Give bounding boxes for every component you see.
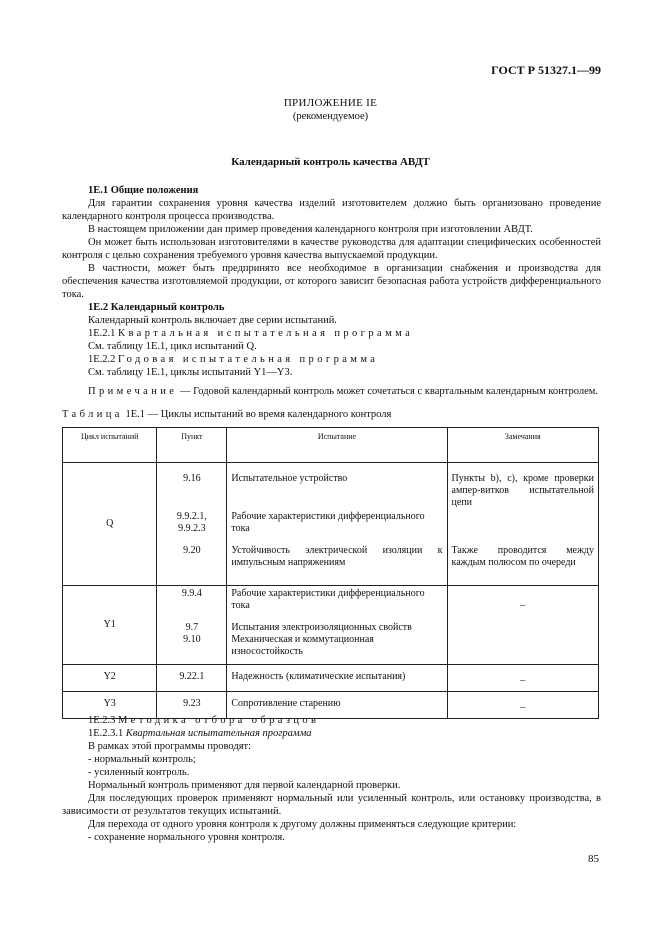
paragraph: Календарный контроль включает две серии испытаний. (88, 315, 337, 326)
table-row-y1 (63, 586, 599, 665)
test-cell: Испытания электроизоляционных свойств Механическая и коммутационная износостойкость (231, 622, 412, 657)
paragraph: Для гарантии сохранения уровня качества изделий изготовителем должно быть организовано проведение календарного контроля процесса производства. (62, 198, 601, 222)
tests-q (227, 463, 447, 586)
point-cell: 9.16 (183, 473, 201, 484)
point-cell: 9.20 (183, 545, 201, 556)
subclause (62, 727, 601, 740)
remark-y1: _ (447, 586, 598, 665)
subclause (62, 714, 601, 727)
point-cell: 9.9.2.1, 9.9.2.3 (176, 511, 207, 534)
remark-cell: Пункты b), c), кроме проверки ампер-витков испытательной цепи (451, 473, 594, 508)
point-y2: 9.22.1 (157, 665, 227, 692)
list-item: - усиленный контроль. (88, 767, 190, 778)
points-q (157, 463, 227, 586)
body-section (62, 184, 601, 398)
table-header-row (63, 428, 599, 463)
test-y3: Сопротивление старению (227, 692, 447, 719)
remark-cell: Также проводится между каждым полюсом по очереди (451, 545, 594, 568)
clause-title: Квартальная испытательная программа (125, 728, 312, 739)
cycle-y3: Y3 (63, 692, 157, 719)
paragraph: Для последующих проверок применяют нормальный или усиленный контроль, или остановку производства, в зависимости от результатов текущих испытаний. (62, 793, 601, 817)
table-caption-label: Таблица (62, 409, 123, 420)
subclause (62, 353, 601, 366)
clause-number: 1E.2.2 (88, 354, 116, 365)
appendix-subtitle: (рекомендуемое) (292, 111, 369, 122)
test-cycles-table (62, 427, 599, 719)
paragraph: В рамках этой программы проводят: (88, 741, 252, 752)
table-row-y2 (63, 665, 599, 692)
table-row-q (63, 463, 599, 586)
table-caption (62, 408, 391, 421)
appendix-title: ПРИЛОЖЕНИЕ IE (283, 97, 378, 109)
section-title: Календарный контроль качества АВДТ (231, 156, 430, 168)
remark-y2: _ (447, 665, 598, 692)
point-cell: 9.9.4 (181, 588, 202, 599)
cycle-y1: Y1 (63, 586, 157, 665)
clause-number: 1E.2.3.1 (88, 728, 124, 739)
point-cell: 9.7 9.10 (183, 622, 201, 645)
points-y1 (157, 586, 227, 665)
test-y2: Надежность (климатические испытания) (227, 665, 447, 692)
document-code: ГОСТ Р 51327.1—99 (491, 63, 601, 77)
table-caption-text: 1E.1 — Циклы испытаний во время календарного контроля (122, 409, 392, 420)
clause-number: 1E.2.1 (88, 328, 116, 339)
header-remarks: Замечания (447, 428, 598, 463)
heading-general: 1E.1 Общие положения (88, 185, 199, 196)
paragraph: Он может быть использован изготовителями в качестве руководства для адаптации специфических особенностей контроля с целью сохранения требуемого уровня качества выпускаемой продукции. (62, 237, 601, 261)
test-cell: Испытательное устройство (231, 473, 348, 484)
paragraph: См. таблицу 1E.1, циклы испытаний Y1—Y3. (88, 367, 293, 378)
test-cell: Рабочие характеристики дифференциального тока (231, 588, 425, 611)
remarks-q (447, 463, 598, 586)
note (62, 385, 601, 398)
header-test: Испытание (227, 428, 447, 463)
page-number: 85 (588, 853, 599, 865)
test-cell: Рабочие характеристики дифференциального тока (231, 511, 425, 534)
test-cell: Устойчивость электрической изоляции к импульсным напряжениям (231, 545, 443, 568)
clause-number: 1E.2.3 (88, 715, 116, 726)
note-label: Примечание (88, 386, 178, 397)
heading-calendar-control: 1E.2 Календарный контроль (88, 302, 225, 313)
header-cycle: Цикл испытаний (63, 428, 157, 463)
point-y3: 9.23 (157, 692, 227, 719)
list-item: - сохранение нормального уровня контроля. (88, 832, 285, 843)
paragraph: Для перехода от одного уровня контроля к другому должны применяться следующие критерии: (88, 819, 517, 830)
cycle-y2: Y2 (63, 665, 157, 692)
note-text: — Годовой календарный контроль может сочетаться с квартальным календарным контролем. (177, 386, 599, 397)
list-item: - нормальный контроль; (88, 754, 196, 765)
header-point: Пункт (157, 428, 227, 463)
paragraph: Нормальный контроль применяют для первой календарной проверки. (88, 780, 401, 791)
paragraph: В настоящем приложении дан пример проведения календарного контроля при изготовлении АВДТ. (88, 224, 533, 235)
tests-y1 (227, 586, 447, 665)
paragraph: В частности, может быть предпринято все необходимое в организации снабжения и производства для обеспечения качества изготовляемой продукции, от которого зависит безопасная работа устройств дифференциального тока. (62, 263, 601, 300)
clause-title: Методика отбора образцов (118, 715, 320, 726)
clause-title: Квартальная испытательная программа (118, 328, 414, 339)
remark-y3: _ (447, 692, 598, 719)
cycle-q: Q (63, 463, 157, 586)
sampling-section (62, 714, 601, 844)
clause-title: Годовая испытательная программа (118, 354, 379, 365)
subclause (62, 327, 601, 340)
paragraph: См. таблицу 1E.1, цикл испытаний Q. (88, 341, 257, 352)
